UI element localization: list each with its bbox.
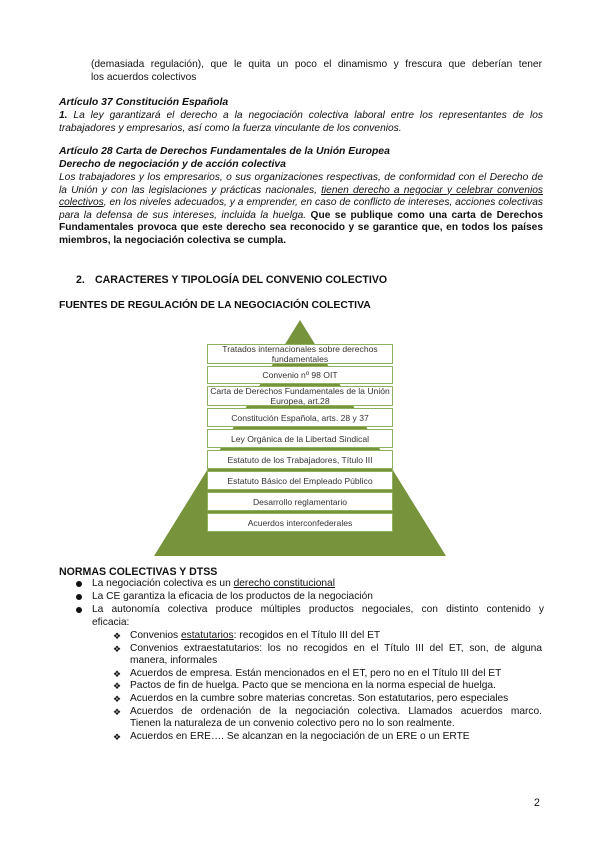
section-2-number: 2.: [76, 274, 85, 286]
art37-number: 1.: [59, 110, 68, 121]
sub-bullet-1: [113, 630, 545, 643]
pyramid-level-6: Estatuto de los Trabajadores, Título III: [207, 450, 393, 469]
pyramid-level-8: Desarrollo reglamentario: [207, 492, 393, 511]
art37-text: [59, 110, 543, 135]
intro-line-2: los acuerdos colectivos: [91, 71, 197, 83]
sub-4-text: Pactos de fin de huelga. Pacto que se menciona en la norma especial de huelga.: [130, 680, 496, 692]
intro-line-1: (demasiada regulación), que le quita un poco el dinamismo y frescura que deberían tener: [91, 59, 542, 70]
bullet-dot: [76, 594, 82, 600]
sub-2-line-2: manera, informales: [130, 655, 218, 667]
normas-bullets: [59, 578, 545, 630]
diamond-icon: ❖: [113, 693, 122, 704]
sub-6-line-1: Acuerdos de ordenación de la negociación colectiva. Llamados acuerdos marco.: [130, 705, 542, 717]
art37-heading: Artículo 37 Constitución Española: [59, 97, 229, 108]
sub-6-line-2: Tienen la naturaleza de un convenio colectivo pero no lo son realmente.: [130, 718, 455, 730]
art28-text-bold: Que se publique como una carta de Derechos Fundamentales provoca que este derecho sea reconocido y se garantice que, en todos los países miembros, la negociación colectiva se cumpla.: [59, 209, 543, 246]
art28-subheading: Derecho de negociación y de acción colectiva: [59, 159, 286, 170]
art28-text-a: Los trabajadores y los empresarios, o sus organizaciones respectivas, de conformidad con el Derecho de la Unión y con las legislaciones y prácticas nacionales,: [59, 172, 543, 196]
pyramid-level-9: Acuerdos interconfederales: [207, 513, 393, 532]
bullet-3-line-1: La autonomía colectiva produce múltiples productos negociales, con distinto contenido y: [92, 604, 544, 615]
diamond-icon: ❖: [113, 681, 122, 692]
normas-bullet-1: [59, 578, 545, 591]
sub-bullet-5: [113, 693, 545, 706]
section-2-title: CARACTERES Y TIPOLOGÍA DEL CONVENIO COLECTIVO: [95, 274, 388, 286]
sub-1-a: Convenios: [130, 630, 181, 641]
sub-bullet-6: [113, 706, 545, 731]
bullet-1-text: La negociación colectiva es un: [92, 578, 234, 589]
normas-bullet-3: [59, 604, 545, 630]
sub-bullet-3: [113, 668, 545, 681]
sub-1-b: : recogidos en el Título III del ET: [233, 630, 381, 641]
diamond-icon: ❖: [113, 631, 122, 641]
diamond-icon: ❖: [113, 731, 122, 742]
pyramid-level-3: Carta de Derechos Fundamentales de la Unión Europea, art.28: [207, 386, 393, 406]
pyramid-level-2: Convenio nº 98 OIT: [207, 366, 393, 384]
sub-3-text: Acuerdos de empresa. Están mencionados en el ET, pero no en el Título III del ET: [130, 667, 502, 679]
art28-heading: Artículo 28 Carta de Derechos Fundamentales de la Unión Europea: [59, 146, 390, 157]
pyramid-level-7: Estatuto Básico del Empleado Público: [207, 471, 393, 490]
normas-sub-bullets: [113, 630, 545, 743]
pyramid-level-1: Tratados internacionales sobre derechos fundamentales: [207, 344, 393, 364]
pyramid-level-5: Ley Orgánica de la Libertad Sindical: [207, 429, 393, 448]
pyramid-level-4: Constitución Española, arts. 28 y 37: [207, 408, 393, 427]
sub-5-text: Acuerdos en la cumbre sobre materias concretas. Son estatutarios, pero especiales: [130, 692, 509, 704]
bullet-dot: [76, 581, 82, 587]
page-number: 2: [534, 797, 540, 809]
bullet-3-line-2: eficacia:: [92, 616, 130, 628]
diamond-icon: ❖: [113, 643, 122, 654]
intro-paragraph: [91, 59, 542, 84]
bullet-1-underlined: derecho constitucional: [233, 578, 335, 589]
sub-bullet-7: [113, 731, 545, 744]
art28-text-underlined: tienen derecho a negociar y celebrar convenios colectivos: [59, 184, 544, 209]
sub-2-line-1: Convenios extraestatutarios: los no recogidos en el Título III del ET, son, de alguna: [130, 642, 542, 654]
sub-1-underlined: estatutarios: [180, 630, 234, 641]
normas-heading: NORMAS COLECTIVAS Y DTSS: [59, 566, 218, 578]
sub-7-text: Acuerdos en ERE…. Se alcanzan en la negociación de un ERE o un ERTE: [130, 730, 470, 742]
bullet-2-text: La CE garantiza la eficacia de los productos de la negociación: [92, 591, 373, 602]
sub-bullet-4: [113, 680, 545, 693]
sub-bullet-2: [113, 643, 545, 668]
diamond-icon: ❖: [113, 706, 122, 717]
fuentes-heading: FUENTES DE REGULACIÓN DE LA NEGOCIACIÓN COLECTIVA: [59, 300, 371, 311]
art37-body: La ley garantizará el derecho a la negociación colectiva laboral entre los representantes de los trabajadores y empresarios, así como la fuerza vinculante de los convenios.: [59, 110, 543, 134]
diamond-icon: ❖: [113, 668, 122, 679]
normas-bullet-2: [59, 591, 545, 604]
art28-text: [59, 172, 543, 248]
regulation-pyramid: [150, 318, 450, 558]
bullet-dot: [76, 607, 82, 613]
art28-text-b: , en los niveles adecuados, y a emprender, en caso de conflicto de intereses, acciones colectivas para la defensa de sus intereses, incluida la huelga.: [59, 197, 543, 221]
